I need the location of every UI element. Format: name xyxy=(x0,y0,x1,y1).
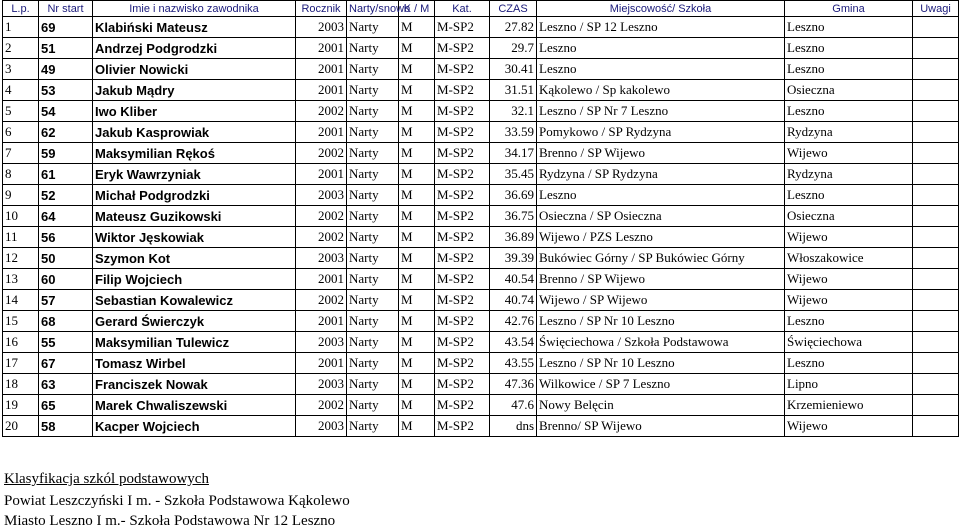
cell-narty: Narty xyxy=(347,38,399,59)
cell-czas: 43.55 xyxy=(490,353,537,374)
table-row xyxy=(3,143,959,164)
cell-lp: 9 xyxy=(3,185,39,206)
cell-gmina: Leszno xyxy=(785,311,913,332)
cell-lp: 3 xyxy=(3,59,39,80)
header-gmina: Gmina xyxy=(785,1,913,17)
cell-km: M xyxy=(399,185,435,206)
cell-czas: 30.41 xyxy=(490,59,537,80)
cell-name: Jakub Kasprowiak xyxy=(93,122,296,143)
cell-km: M xyxy=(399,122,435,143)
cell-gmina: Osieczna xyxy=(785,80,913,101)
cell-lp: 12 xyxy=(3,248,39,269)
cell-gmina: Leszno xyxy=(785,353,913,374)
cell-name: Marek Chwaliszewski xyxy=(93,395,296,416)
cell-km: M xyxy=(399,17,435,38)
cell-name: Michał Podgrodzki xyxy=(93,185,296,206)
cell-nr-start: 50 xyxy=(39,248,93,269)
cell-narty: Narty xyxy=(347,143,399,164)
table-row xyxy=(3,164,959,185)
cell-narty: Narty xyxy=(347,290,399,311)
cell-czas: 32.1 xyxy=(490,101,537,122)
cell-kat: M-SP2 xyxy=(435,395,490,416)
cell-km: M xyxy=(399,164,435,185)
cell-school: Brenno/ SP Wijewo xyxy=(537,416,785,437)
footer-line-1: Powiat Leszczyński I m. - Szkoła Podstawowa Kąkolewo xyxy=(4,493,350,509)
cell-narty: Narty xyxy=(347,248,399,269)
cell-rocznik: 2001 xyxy=(296,38,347,59)
cell-czas: 27.82 xyxy=(490,17,537,38)
header-school: Miejscowość/ Szkoła xyxy=(537,1,785,17)
header-name: Imie i nazwisko zawodnika xyxy=(93,1,296,17)
cell-uwagi xyxy=(913,290,959,311)
cell-rocznik: 2001 xyxy=(296,353,347,374)
cell-czas: 36.69 xyxy=(490,185,537,206)
cell-narty: Narty xyxy=(347,416,399,437)
cell-lp: 15 xyxy=(3,311,39,332)
cell-rocznik: 2001 xyxy=(296,59,347,80)
cell-lp: 17 xyxy=(3,353,39,374)
cell-gmina: Wijewo xyxy=(785,227,913,248)
header-nr-start: Nr start xyxy=(39,1,93,17)
cell-narty: Narty xyxy=(347,374,399,395)
results-table xyxy=(2,0,959,437)
cell-narty: Narty xyxy=(347,80,399,101)
cell-uwagi xyxy=(913,122,959,143)
cell-kat: M-SP2 xyxy=(435,374,490,395)
cell-km: M xyxy=(399,374,435,395)
cell-name: Wiktor Jęskowiak xyxy=(93,227,296,248)
table-row xyxy=(3,38,959,59)
table-row xyxy=(3,311,959,332)
cell-name: Andrzej Podgrodzki xyxy=(93,38,296,59)
cell-gmina: Krzemieniewo xyxy=(785,395,913,416)
cell-uwagi xyxy=(913,143,959,164)
cell-rocznik: 2001 xyxy=(296,164,347,185)
cell-uwagi xyxy=(913,395,959,416)
cell-school: Leszno / SP Nr 7 Leszno xyxy=(537,101,785,122)
cell-name: Iwo Kliber xyxy=(93,101,296,122)
cell-lp: 20 xyxy=(3,416,39,437)
cell-narty: Narty xyxy=(347,17,399,38)
cell-uwagi xyxy=(913,59,959,80)
cell-school: Osieczna / SP Osieczna xyxy=(537,206,785,227)
cell-gmina: Leszno xyxy=(785,38,913,59)
header-lp: L.p. xyxy=(3,1,39,17)
cell-kat: M-SP2 xyxy=(435,17,490,38)
cell-km: M xyxy=(399,206,435,227)
cell-kat: M-SP2 xyxy=(435,311,490,332)
cell-uwagi xyxy=(913,101,959,122)
cell-czas: 35.45 xyxy=(490,164,537,185)
cell-school: Brenno / SP Wijewo xyxy=(537,269,785,290)
cell-name: Klabiński Mateusz xyxy=(93,17,296,38)
cell-kat: M-SP2 xyxy=(435,80,490,101)
cell-rocznik: 2002 xyxy=(296,143,347,164)
cell-uwagi xyxy=(913,17,959,38)
cell-lp: 10 xyxy=(3,206,39,227)
cell-kat: M-SP2 xyxy=(435,185,490,206)
cell-name: Kacper Wojciech xyxy=(93,416,296,437)
cell-name: Eryk Wawrzyniak xyxy=(93,164,296,185)
cell-rocznik: 2002 xyxy=(296,101,347,122)
cell-km: M xyxy=(399,416,435,437)
header-km: K / M xyxy=(399,1,435,17)
table-row xyxy=(3,206,959,227)
header-uwagi: Uwagi xyxy=(913,1,959,17)
cell-school: Kąkolewo / Sp kakolewo xyxy=(537,80,785,101)
cell-uwagi xyxy=(913,185,959,206)
cell-narty: Narty xyxy=(347,59,399,80)
cell-uwagi xyxy=(913,332,959,353)
cell-nr-start: 63 xyxy=(39,374,93,395)
header-row xyxy=(3,1,959,17)
cell-km: M xyxy=(399,395,435,416)
cell-uwagi xyxy=(913,248,959,269)
cell-gmina: Rydzyna xyxy=(785,122,913,143)
cell-lp: 18 xyxy=(3,374,39,395)
table-row xyxy=(3,59,959,80)
cell-kat: M-SP2 xyxy=(435,290,490,311)
cell-lp: 4 xyxy=(3,80,39,101)
cell-kat: M-SP2 xyxy=(435,353,490,374)
cell-uwagi xyxy=(913,38,959,59)
cell-km: M xyxy=(399,38,435,59)
cell-nr-start: 52 xyxy=(39,185,93,206)
cell-czas: 34.17 xyxy=(490,143,537,164)
cell-school: Wijewo / SP Wijewo xyxy=(537,290,785,311)
cell-name: Gerard Świerczyk xyxy=(93,311,296,332)
cell-school: Leszno / SP 12 Leszno xyxy=(537,17,785,38)
cell-school: Nowy Belęcin xyxy=(537,395,785,416)
cell-lp: 19 xyxy=(3,395,39,416)
cell-rocznik: 2001 xyxy=(296,311,347,332)
cell-school: Święciechowa / Szkoła Podstawowa xyxy=(537,332,785,353)
header-narty: Narty/snowb xyxy=(347,1,399,17)
cell-kat: M-SP2 xyxy=(435,332,490,353)
cell-km: M xyxy=(399,269,435,290)
table-row xyxy=(3,80,959,101)
cell-gmina: Leszno xyxy=(785,17,913,38)
cell-school: Leszno xyxy=(537,185,785,206)
cell-gmina: Wijewo xyxy=(785,416,913,437)
table-row xyxy=(3,227,959,248)
header-kat: Kat. xyxy=(435,1,490,17)
cell-czas: 43.54 xyxy=(490,332,537,353)
cell-nr-start: 57 xyxy=(39,290,93,311)
cell-nr-start: 49 xyxy=(39,59,93,80)
cell-kat: M-SP2 xyxy=(435,38,490,59)
cell-gmina: Osieczna xyxy=(785,206,913,227)
cell-nr-start: 67 xyxy=(39,353,93,374)
cell-km: M xyxy=(399,101,435,122)
cell-nr-start: 64 xyxy=(39,206,93,227)
cell-kat: M-SP2 xyxy=(435,227,490,248)
footer-title: Klasyfikacja szkól podstawowych xyxy=(4,471,209,487)
cell-rocznik: 2003 xyxy=(296,332,347,353)
cell-czas: 31.51 xyxy=(490,80,537,101)
cell-nr-start: 61 xyxy=(39,164,93,185)
cell-name: Sebastian Kowalewicz xyxy=(93,290,296,311)
cell-km: M xyxy=(399,332,435,353)
cell-rocznik: 2003 xyxy=(296,374,347,395)
cell-czas: 40.74 xyxy=(490,290,537,311)
cell-km: M xyxy=(399,353,435,374)
cell-lp: 11 xyxy=(3,227,39,248)
cell-lp: 6 xyxy=(3,122,39,143)
cell-km: M xyxy=(399,59,435,80)
cell-name: Olivier Nowicki xyxy=(93,59,296,80)
cell-nr-start: 62 xyxy=(39,122,93,143)
cell-uwagi xyxy=(913,311,959,332)
cell-school: Leszno / SP Nr 10 Leszno xyxy=(537,311,785,332)
footer-line-2: Miasto Leszno I m.- Szkoła Podstawowa Nr 12 Leszno xyxy=(4,513,336,529)
table-row xyxy=(3,269,959,290)
cell-nr-start: 54 xyxy=(39,101,93,122)
cell-school: Rydzyna / SP Rydzyna xyxy=(537,164,785,185)
cell-uwagi xyxy=(913,206,959,227)
cell-czas: 47.36 xyxy=(490,374,537,395)
cell-nr-start: 68 xyxy=(39,311,93,332)
cell-rocznik: 2002 xyxy=(296,290,347,311)
cell-gmina: Wijewo xyxy=(785,143,913,164)
cell-rocznik: 2001 xyxy=(296,269,347,290)
cell-gmina: Włoszakowice xyxy=(785,248,913,269)
cell-gmina: Wijewo xyxy=(785,269,913,290)
cell-school: Leszno xyxy=(537,38,785,59)
cell-school: Wijewo / PZS Leszno xyxy=(537,227,785,248)
cell-school: Wilkowice / SP 7 Leszno xyxy=(537,374,785,395)
cell-kat: M-SP2 xyxy=(435,143,490,164)
cell-nr-start: 60 xyxy=(39,269,93,290)
cell-czas: 29.7 xyxy=(490,38,537,59)
cell-school: Pomykowo / SP Rydzyna xyxy=(537,122,785,143)
cell-nr-start: 51 xyxy=(39,38,93,59)
cell-gmina: Rydzyna xyxy=(785,164,913,185)
cell-narty: Narty xyxy=(347,311,399,332)
cell-nr-start: 55 xyxy=(39,332,93,353)
cell-school: Brenno / SP Wijewo xyxy=(537,143,785,164)
cell-rocznik: 2002 xyxy=(296,206,347,227)
cell-school: Leszno xyxy=(537,59,785,80)
cell-lp: 7 xyxy=(3,143,39,164)
cell-name: Szymon Kot xyxy=(93,248,296,269)
cell-rocznik: 2003 xyxy=(296,416,347,437)
cell-km: M xyxy=(399,248,435,269)
cell-uwagi xyxy=(913,164,959,185)
cell-narty: Narty xyxy=(347,269,399,290)
cell-narty: Narty xyxy=(347,227,399,248)
cell-gmina: Wijewo xyxy=(785,290,913,311)
cell-narty: Narty xyxy=(347,101,399,122)
cell-name: Tomasz Wirbel xyxy=(93,353,296,374)
table-row xyxy=(3,353,959,374)
header-rocznik: Rocznik xyxy=(296,1,347,17)
cell-narty: Narty xyxy=(347,122,399,143)
cell-kat: M-SP2 xyxy=(435,59,490,80)
cell-czas: 36.89 xyxy=(490,227,537,248)
cell-km: M xyxy=(399,143,435,164)
cell-nr-start: 59 xyxy=(39,143,93,164)
cell-name: Maksymilian Tulewicz xyxy=(93,332,296,353)
cell-narty: Narty xyxy=(347,332,399,353)
cell-gmina: Święciechowa xyxy=(785,332,913,353)
cell-name: Franciszek Nowak xyxy=(93,374,296,395)
cell-km: M xyxy=(399,311,435,332)
cell-lp: 2 xyxy=(3,38,39,59)
cell-uwagi xyxy=(913,374,959,395)
table-row xyxy=(3,290,959,311)
cell-kat: M-SP2 xyxy=(435,122,490,143)
cell-uwagi xyxy=(913,80,959,101)
table-row xyxy=(3,101,959,122)
cell-rocznik: 2003 xyxy=(296,185,347,206)
cell-czas: 36.75 xyxy=(490,206,537,227)
table-row xyxy=(3,374,959,395)
cell-kat: M-SP2 xyxy=(435,206,490,227)
cell-name: Maksymilian Rękoś xyxy=(93,143,296,164)
cell-narty: Narty xyxy=(347,395,399,416)
table-row xyxy=(3,248,959,269)
cell-kat: M-SP2 xyxy=(435,164,490,185)
cell-rocznik: 2003 xyxy=(296,248,347,269)
table-row xyxy=(3,416,959,437)
cell-name: Jakub Mądry xyxy=(93,80,296,101)
cell-rocznik: 2002 xyxy=(296,227,347,248)
cell-gmina: Leszno xyxy=(785,185,913,206)
cell-gmina: Leszno xyxy=(785,59,913,80)
cell-narty: Narty xyxy=(347,353,399,374)
cell-lp: 8 xyxy=(3,164,39,185)
cell-rocznik: 2001 xyxy=(296,80,347,101)
table-row xyxy=(3,17,959,38)
cell-lp: 14 xyxy=(3,290,39,311)
cell-lp: 1 xyxy=(3,17,39,38)
cell-uwagi xyxy=(913,227,959,248)
cell-uwagi xyxy=(913,416,959,437)
table-row xyxy=(3,332,959,353)
cell-rocznik: 2003 xyxy=(296,17,347,38)
cell-narty: Narty xyxy=(347,206,399,227)
cell-czas: dns xyxy=(490,416,537,437)
cell-rocznik: 2002 xyxy=(296,395,347,416)
cell-rocznik: 2001 xyxy=(296,122,347,143)
cell-name: Mateusz Guzikowski xyxy=(93,206,296,227)
cell-lp: 16 xyxy=(3,332,39,353)
cell-kat: M-SP2 xyxy=(435,269,490,290)
cell-nr-start: 58 xyxy=(39,416,93,437)
cell-czas: 40.54 xyxy=(490,269,537,290)
cell-nr-start: 53 xyxy=(39,80,93,101)
cell-czas: 33.59 xyxy=(490,122,537,143)
cell-kat: M-SP2 xyxy=(435,101,490,122)
cell-nr-start: 56 xyxy=(39,227,93,248)
cell-uwagi xyxy=(913,353,959,374)
cell-narty: Narty xyxy=(347,164,399,185)
cell-school: Leszno / SP Nr 10 Leszno xyxy=(537,353,785,374)
cell-narty: Narty xyxy=(347,185,399,206)
cell-czas: 42.76 xyxy=(490,311,537,332)
cell-czas: 39.39 xyxy=(490,248,537,269)
cell-km: M xyxy=(399,227,435,248)
cell-kat: M-SP2 xyxy=(435,248,490,269)
cell-school: Bukówiec Górny / SP Bukówiec Górny xyxy=(537,248,785,269)
cell-lp: 5 xyxy=(3,101,39,122)
table-row xyxy=(3,122,959,143)
table-row xyxy=(3,395,959,416)
cell-kat: M-SP2 xyxy=(435,416,490,437)
cell-km: M xyxy=(399,290,435,311)
cell-uwagi xyxy=(913,269,959,290)
cell-km: M xyxy=(399,80,435,101)
cell-nr-start: 65 xyxy=(39,395,93,416)
cell-lp: 13 xyxy=(3,269,39,290)
cell-name: Filip Wojciech xyxy=(93,269,296,290)
cell-gmina: Lipno xyxy=(785,374,913,395)
header-czas: CZAS xyxy=(490,1,537,17)
table-row xyxy=(3,185,959,206)
cell-nr-start: 69 xyxy=(39,17,93,38)
cell-gmina: Leszno xyxy=(785,101,913,122)
cell-czas: 47.6 xyxy=(490,395,537,416)
